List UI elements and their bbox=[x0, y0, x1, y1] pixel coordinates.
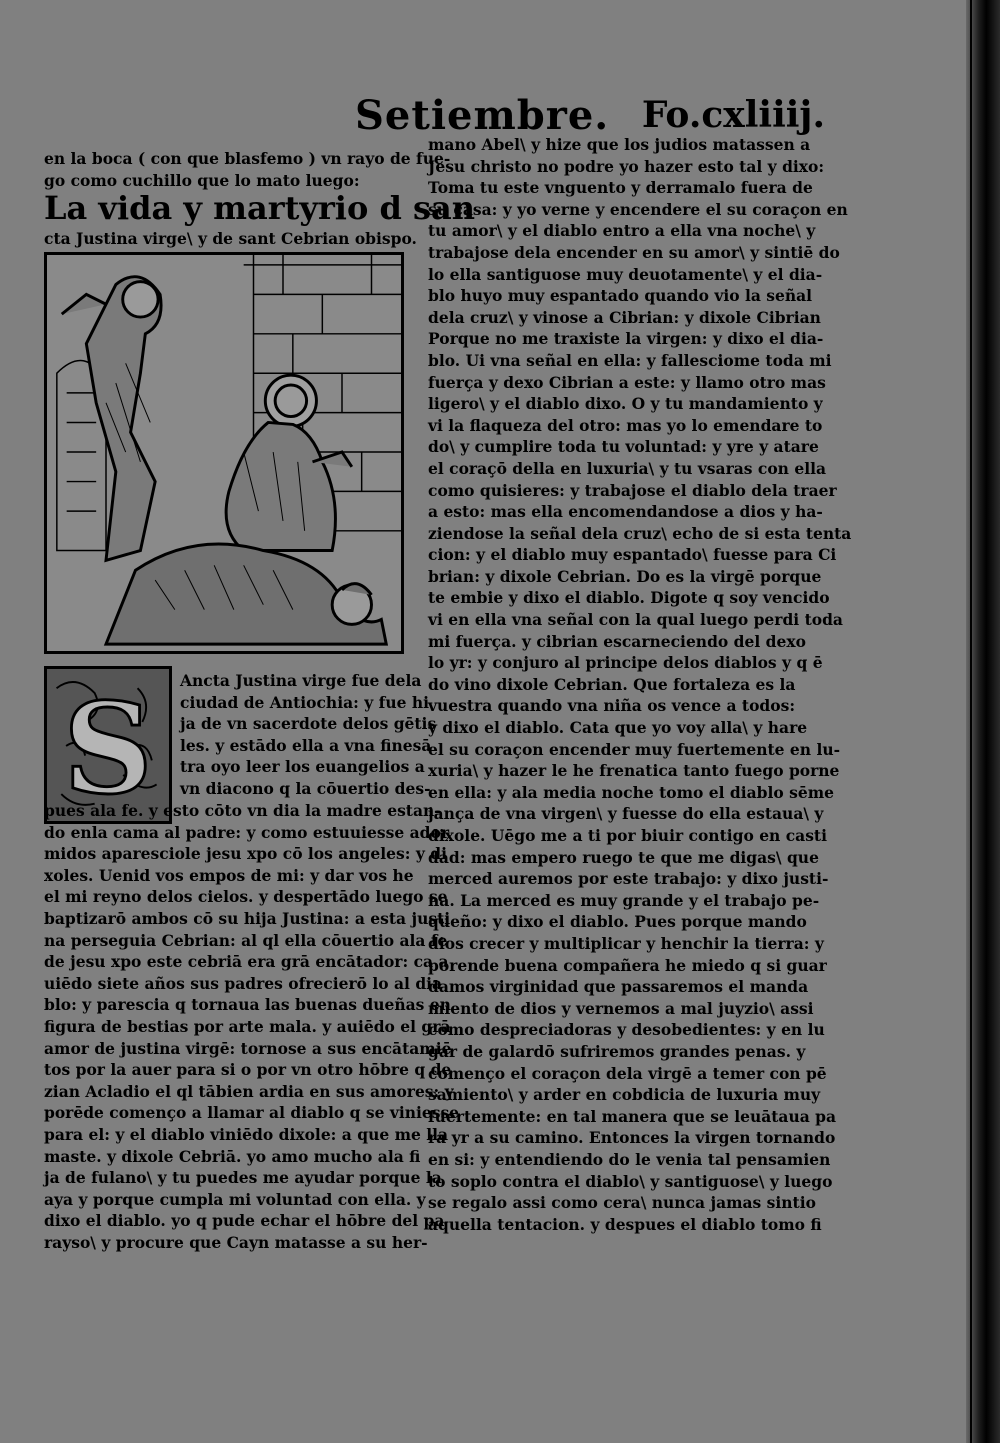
text-line: lo ella santiguose muy deuotamente\ y el dia- bbox=[428, 264, 823, 284]
text-line: dixole. Uēgo me a ti por biuir contigo en casti bbox=[428, 826, 827, 845]
text-line: trabajose dela encender en su amor\ y sintiē do bbox=[428, 242, 840, 262]
text-line: en ella: y ala media noche tomo el diablo sēme bbox=[428, 782, 834, 802]
text-line: el mi reyno delos cielos. y despertādo luego se bbox=[44, 887, 448, 907]
chapter-heading: La vida y martyrio d san bbox=[44, 189, 475, 227]
right-column-body bbox=[428, 134, 852, 1235]
text-line: lo yr: y conjuro al principe delos diablos y q ē bbox=[428, 653, 823, 673]
text-line: como despreciadoras y desobedientes: y en lu bbox=[428, 1020, 825, 1040]
chapter-subheading bbox=[44, 228, 417, 250]
left-column-body-beside-cap bbox=[180, 670, 437, 800]
text-line: do\ y cumplire toda tu voluntad: y yre y atare bbox=[428, 437, 819, 457]
text-line: en si: y entendiendo do le venia tal pensamien bbox=[428, 1149, 831, 1169]
text-line: y dixo el diablo. Cata que yo voy alla\ y hare bbox=[428, 718, 808, 738]
text-line: figura de bestias por arte mala. y auiēdo el grā bbox=[44, 1016, 451, 1036]
text-line: miento de dios y vernemos a mal juyzio\ assi bbox=[428, 998, 814, 1018]
text-line: brian: y dixole Cebrian. Do es la virgē porque bbox=[428, 566, 822, 586]
text-line: blo. Ui vna señal en ella: y fallesciome toda mi bbox=[428, 350, 832, 370]
text-line: xuria\ y hazer le he frenatica tanto fuego porne bbox=[428, 761, 840, 781]
text-line: na perseguia Cebrian: al ql ella cōuertio ala fe bbox=[44, 930, 448, 950]
text-line: Toma tu este vnguento y derramalo fuera de bbox=[428, 178, 813, 198]
text-line: te embie y dixo el diablo. Digote q soy vencido bbox=[428, 588, 830, 608]
text-line: mano Abel\ y hize que los judios matassen a bbox=[428, 135, 811, 154]
text-line: uiēdo siete años sus padres ofrecierō lo al dia bbox=[44, 973, 443, 993]
text-line: midos aparesciole jesu xpo cō los angeles: y di bbox=[44, 844, 448, 864]
text-line: aya y porque cumpla mi voluntad con ella. y bbox=[44, 1189, 426, 1209]
text-line: dios crecer y multiplicar y henchir la tierra: y bbox=[428, 933, 824, 953]
text-line: cta Justina virge\ y de sant Cebrian obispo. bbox=[44, 229, 417, 248]
text-line: xoles. Uenid vos empos de mi: y dar vos he bbox=[44, 865, 414, 885]
text-line: vuestra quando vna niña os vence a todos: bbox=[428, 696, 796, 716]
text-line: fuerça y dexo Cibrian a este: y llamo otro mas bbox=[428, 372, 826, 392]
text-line: el coraçō della en luxuria\ y tu vsaras con ella bbox=[428, 458, 827, 478]
text-line: tra oyo leer los euangelios a bbox=[180, 757, 425, 777]
text-line: vn diacono q la cōuertio des- bbox=[180, 778, 431, 798]
text-line: rayso\ y procure que Cayn matasse a su her- bbox=[44, 1232, 428, 1252]
text-line: queño: y dixo el diablo. Pues porque mando bbox=[428, 912, 807, 932]
text-line: to soplo contra el diablo\ y santiguose\ y luego bbox=[428, 1171, 833, 1191]
text-line: su casa: y yo verne y encendere el su coraçon en bbox=[428, 199, 848, 219]
text-line: ligero\ y el diablo dixo. O y tu mandamiento y bbox=[428, 394, 823, 414]
text-line: gar de galardō sufriremos grandes penas. y bbox=[428, 1041, 806, 1061]
text-line: el su coraçon encender muy fuertemente en lu- bbox=[428, 739, 841, 759]
drop-cap-letter: S bbox=[63, 675, 153, 823]
text-line: de jesu xpo este cebriā era grā encātador: ca a bbox=[44, 952, 449, 972]
text-line: jança de vna virgen\ y fuesse do ella estaua\ y bbox=[428, 804, 824, 824]
running-title: Setiembre. bbox=[355, 92, 610, 139]
text-line: ja de fulano\ y tu puedes me ayudar porque la bbox=[44, 1168, 442, 1188]
text-line: como quisieres: y trabajose el diablo dela traer bbox=[428, 480, 837, 500]
text-line: vi en ella vna señal con la qual luego perdi toda bbox=[428, 610, 843, 630]
text-line: ra yr a su camino. Entonces la virgen tornando bbox=[428, 1128, 836, 1148]
text-line: damos virginidad que passaremos el manda bbox=[428, 977, 809, 997]
text-line: do vino dixole Cebrian. Que fortaleza es la bbox=[428, 674, 796, 694]
left-column-top-text bbox=[44, 148, 451, 191]
text-line: en la boca ( con que blasfemo ) vn rayo de fue- bbox=[44, 149, 451, 168]
text-line: pues ala fe. y esto cōto vn dia la madre estan- bbox=[44, 801, 441, 820]
text-line: Porque no me traxiste la virgen: y dixo el dia- bbox=[428, 329, 824, 349]
text-line: porende buena compañera he miedo q si guar bbox=[428, 955, 827, 975]
text-line: maste. y dixole Cebriā. yo amo mucho ala fi bbox=[44, 1146, 421, 1166]
text-line: ciudad de Antiochia: y fue hi bbox=[180, 692, 429, 712]
text-line: aquella tentacion. y despues el diablo tomo fi bbox=[428, 1214, 822, 1234]
text-line: dad: mas empero ruego te que me digas\ que bbox=[428, 847, 819, 867]
text-line: para el: y el diablo viniēdo dixole: a que me lla bbox=[44, 1124, 449, 1144]
text-line: començo el coraçon dela virgē a temer con pē bbox=[428, 1063, 827, 1083]
text-line: tos por la auer para si o por vn otro hōbre q de bbox=[44, 1060, 452, 1080]
text-line: na. La merced es muy grande y el trabajo pe- bbox=[428, 890, 820, 910]
text-line: cion: y el diablo muy espantado\ fuesse para Ci bbox=[428, 545, 837, 565]
woodcut-illustration bbox=[44, 252, 404, 654]
text-line: les. y estādo ella a vna finesā bbox=[180, 735, 432, 755]
text-line: dela cruz\ y vinose a Cibrian: y dixole Cibrian bbox=[428, 307, 821, 327]
text-line: blo huyo muy espantado quando vio la señal bbox=[428, 286, 813, 306]
text-line: zian Acladio el ql tābien ardia en sus amores: y bbox=[44, 1081, 454, 1101]
text-line: Ancta Justina virge fue dela bbox=[180, 671, 422, 690]
text-line: go como cuchillo que lo mato luego: bbox=[44, 170, 360, 190]
text-line: ja de vn sacerdote delos gētis bbox=[180, 714, 437, 734]
text-line: a esto: mas ella encomendandose a dios y ha- bbox=[428, 502, 823, 522]
text-line: porēde començo a llamar al diablo q se viniesse bbox=[44, 1103, 460, 1123]
text-line: se regalo assi como cera\ nunca jamas sintio bbox=[428, 1193, 816, 1213]
text-line: tu amor\ y el diablo entro a ella vna noche\ y bbox=[428, 221, 816, 241]
folio-number: Fo.cxliiij. bbox=[641, 94, 825, 136]
gutter-line bbox=[970, 0, 972, 1443]
left-column-body bbox=[44, 800, 460, 1253]
text-line: amor de justina virgē: tornose a sus encātamiē bbox=[44, 1038, 452, 1058]
text-line: dixo el diablo. yo q pude echar el hōbre del pa bbox=[44, 1211, 445, 1231]
text-line: ziendose la señal dela cruz\ echo de si esta tenta bbox=[428, 523, 852, 543]
text-line: vi la flaqueza del otro: mas yo lo emendare to bbox=[428, 415, 823, 435]
text-line: blo: y parescia q tornaua las buenas dueñas en bbox=[44, 995, 451, 1015]
text-line: Jesu christo no podre yo hazer esto tal y dixo: bbox=[428, 156, 825, 176]
text-line: samiento\ y arder en cobdicia de luxuria muy bbox=[428, 1085, 821, 1105]
text-line: merced auremos por este trabajo: y dixo justi- bbox=[428, 869, 829, 889]
text-line: baptizarō ambos cō su hija Justina: a esta justi bbox=[44, 908, 451, 928]
text-line: fuertemente: en tal manera que se leuātaua pa bbox=[428, 1106, 837, 1126]
text-line: mi fuerça. y cibrian escarneciendo del dexo bbox=[428, 631, 806, 651]
text-line: do enla cama al padre: y como estuuiesse ador bbox=[44, 822, 449, 842]
